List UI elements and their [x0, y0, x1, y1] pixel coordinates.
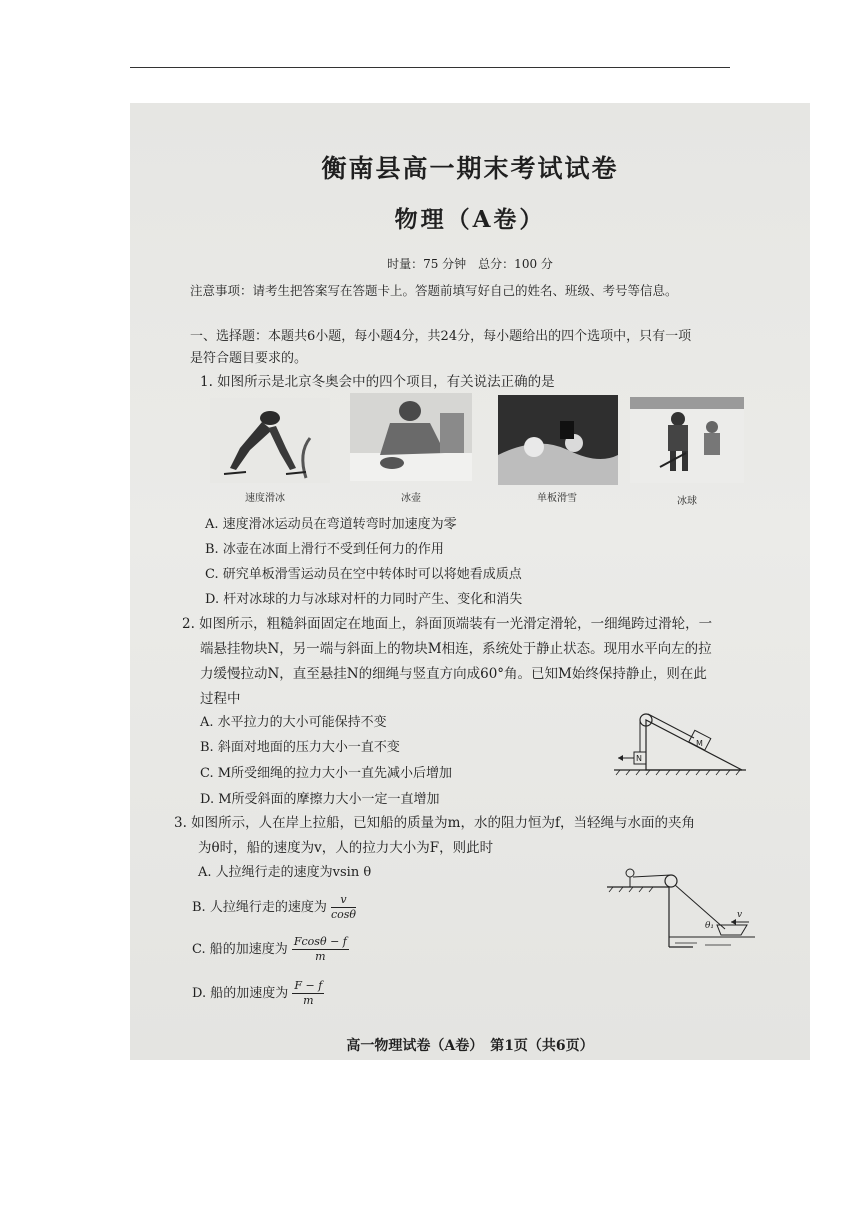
caption-ice-hockey: 冰球 [677, 496, 697, 507]
photo-speed-skating [210, 398, 330, 483]
q2-option-a: A. 水平拉力的大小可能保持不变 [200, 715, 387, 730]
q3-option-c-numerator: Fcosθ − f [293, 935, 347, 948]
photo-curling [350, 393, 472, 481]
q2-option-b: B. 斜面对地面的压力大小一直不变 [200, 740, 400, 755]
q1-option-b: B. 冰壶在冰面上滑行不受到任何力的作用 [205, 542, 444, 557]
q2-stem-line2: 端悬挂物块N，另一端与斜面上的物块M相连，系统处于静止状态。现用水平向左的拉 [200, 641, 712, 657]
q3-option-b-denominator: cosθ [330, 908, 357, 921]
q3-angle-label: θ₁ [705, 921, 715, 931]
q3-option-d-numerator: F − f [294, 979, 323, 992]
photo-ice-hockey [630, 397, 744, 483]
q2-stem-line1: 2. 如图所示，粗糙斜面固定在地面上，斜面顶端装有一光滑定滑轮，一细绳跨过滑轮，一 [182, 616, 713, 632]
q3-option-d-denominator: m [303, 994, 314, 1007]
q2-label-m: M [696, 739, 703, 748]
q2-incline-figure [610, 708, 750, 780]
q2-label-n: N [636, 754, 642, 763]
q2-option-c: C. M所受细绳的拉力大小一直先减小后增加 [200, 766, 453, 781]
q3-option-c-prefix: C. 船的加速度为 [192, 942, 288, 957]
caption-curling: 冰壶 [401, 493, 421, 504]
q3-option-d [192, 979, 324, 1008]
q3-option-b-fraction [331, 893, 356, 922]
exam-title: 衡南县高一期末考试试卷 [321, 154, 619, 183]
q3-stem-line2: 为θ时，船的速度为v，人的拉力大小为F，则此时 [198, 840, 494, 856]
q3-option-a: A. 人拉绳行走的速度为vsin θ [198, 865, 372, 880]
q1-option-a: A. 速度滑冰运动员在弯道转弯时加速度为零 [205, 517, 457, 532]
q1-stem: 1. 如图所示是北京冬奥会中的四个项目，有关说法正确的是 [200, 374, 555, 390]
exam-meta: 时量：75 分钟 总分：100 分 [387, 257, 553, 271]
q3-option-b [192, 893, 356, 922]
q3-option-d-fraction [292, 979, 324, 1008]
caption-snowboarding: 单板滑雪 [537, 493, 577, 504]
page-footer: 高一物理试卷（A卷） 第1页（共6页） [346, 1038, 594, 1054]
q1-option-c: C. 研究单板滑雪运动员在空中转体时可以将她看成质点 [205, 567, 522, 582]
q2-stem-line4: 过程中 [200, 691, 241, 707]
q3-option-c-fraction [292, 935, 349, 964]
q2-stem-line3: 力缓慢拉动N，直至悬挂N的细绳与竖直方向成60°角。已知M始终保持静止，则在此 [200, 666, 707, 682]
q3-boat-figure [605, 865, 755, 957]
q3-stem-line1: 3. 如图所示，人在岸上拉船，已知船的质量为m，水的阻力恒为f，当轻绳与水面的夹角 [174, 815, 695, 831]
top-rule [130, 67, 730, 68]
q2-option-d: D. M所受斜面的摩擦力大小一定一直增加 [200, 792, 440, 807]
q3-option-b-prefix: B. 人拉绳行走的速度为 [192, 900, 327, 915]
section-heading-line1: 一、选择题：本题共6小题，每小题4分，共24分，每小题给出的四个选项中，只有一项 [190, 329, 692, 344]
q3-option-c [192, 935, 349, 964]
caption-speed-skating: 速度滑冰 [245, 493, 285, 504]
photo-snowboarding [498, 395, 618, 485]
q3-option-d-prefix: D. 船的加速度为 [192, 986, 289, 1001]
q3-option-c-denominator: m [315, 950, 326, 963]
notice: 注意事项：请考生把答案写在答题卡上。答题前填写好自己的姓名、班级、考号等信息。 [190, 283, 678, 298]
exam-subtitle: 物理（A卷） [394, 206, 546, 233]
section-heading-line2: 是符合题目要求的。 [190, 351, 308, 366]
exam-sheet [130, 103, 810, 1060]
q3-velocity-label: v [737, 910, 743, 920]
q3-option-b-numerator: v [331, 893, 356, 908]
q1-option-d: D. 杆对冰球的力与冰球对杆的力同时产生、变化和消失 [205, 592, 523, 607]
